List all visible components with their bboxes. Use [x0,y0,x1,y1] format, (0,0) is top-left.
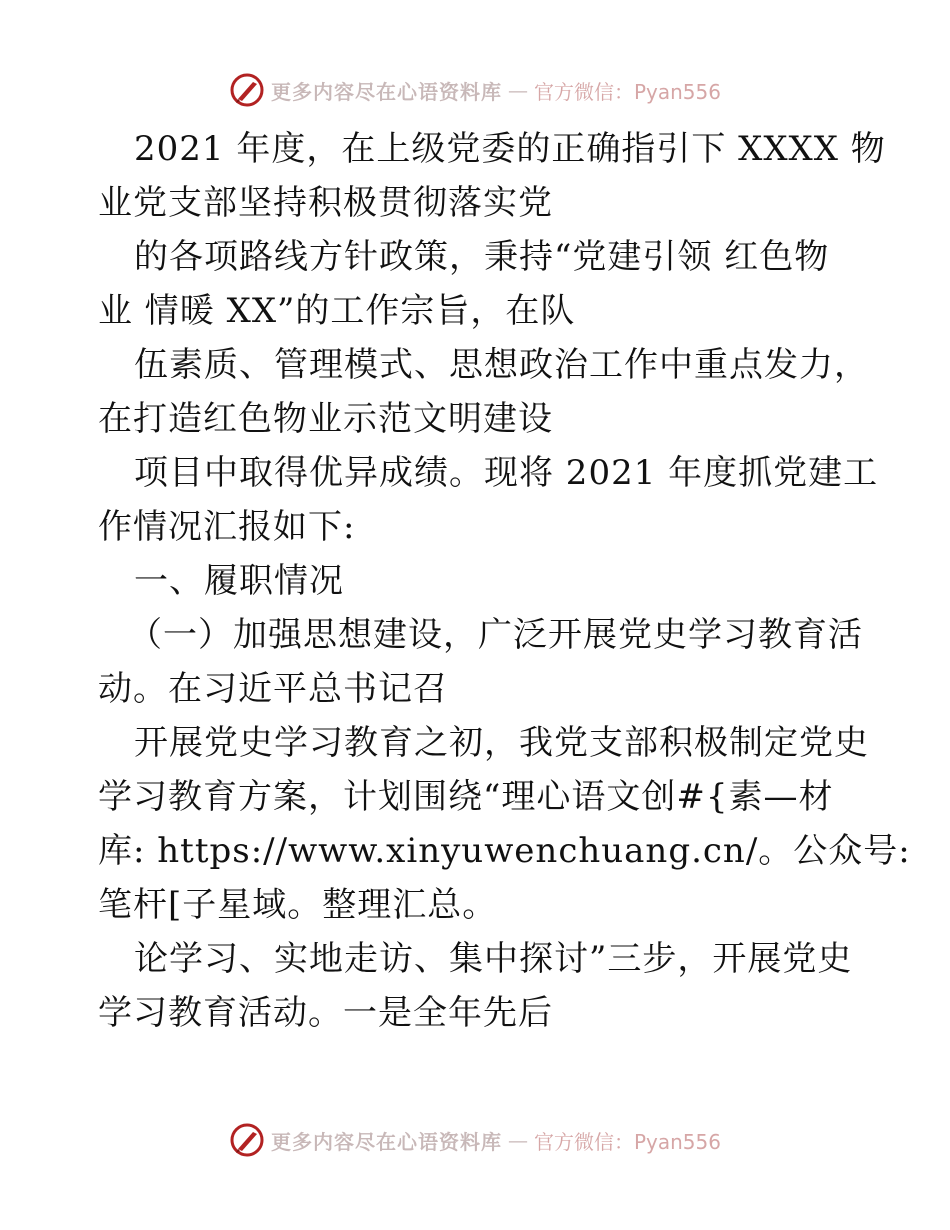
text-line: 库: https://www.xinyuwenchuang.cn/。公众号: [98,831,911,871]
banner-wechat-tag: 官方微信：Pyan556 [533,79,721,104]
text-line: 业党支部坚持积极贯彻落实党 [98,183,553,223]
quill-pen-logo-icon [229,1122,265,1158]
quill-pen-logo-icon [229,72,265,108]
text-line: 作情况汇报如下: [98,507,356,547]
banner-separator: — [507,1128,528,1152]
text-line: 学习教育方案，计划围绕“理心语文创#{素—材 [98,777,834,817]
text-line: 项目中取得优异成绩。现将 2021 年度抓党建工 [134,453,879,493]
section-heading: 一、履职情况 [134,561,344,601]
subsection-heading: （一）加强思想建设，广泛开展党史学习教育活 [128,615,863,655]
text-line: 2021 年度，在上级党委的正确指引下 XXXX 物 [134,129,886,169]
banner-separator: — [507,78,528,102]
footer-banner-group [229,1122,721,1158]
text-line: 业 情暖 XX”的工作宗旨，在队 [98,291,576,331]
text-line: 动。在习近平总书记召 [98,669,448,709]
text-line: 论学习、实地走访、集中探讨”三步，开展党史 [134,939,853,979]
banner-wechat-tag: 官方微信：Pyan556 [533,1129,721,1154]
text-line: 学习教育活动。一是全年先后 [98,993,553,1033]
header-banner-group [229,72,721,108]
text-line: 在打造红色物业示范文明建设 [98,399,553,439]
text-line: 笔杆[子星域。整理汇总。 [98,885,498,925]
document-body [98,122,911,1040]
text-line: 的各项路线方针政策，秉持“党建引领 红色物 [134,237,830,277]
banner-brand-text: 更多内容尽在心语资料库 [270,1129,502,1154]
footer-banner [0,1118,950,1162]
text-line: 伍素质、管理模式、思想政治工作中重点发力， [134,345,869,385]
text-line: 开展党史学习教育之初，我党支部积极制定党史 [134,723,869,763]
banner-brand-text: 更多内容尽在心语资料库 [270,79,502,104]
header-banner [0,68,950,112]
